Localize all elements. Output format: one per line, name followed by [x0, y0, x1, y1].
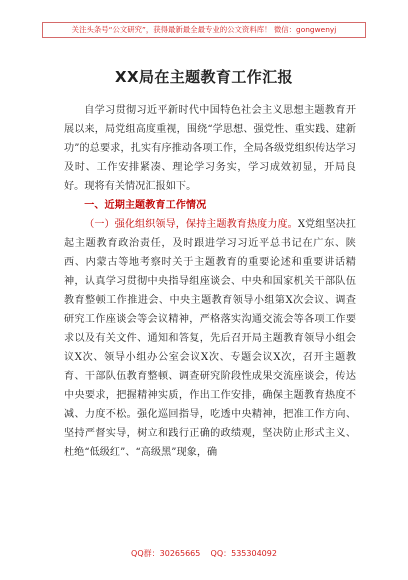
top-notice-banner: 关注头条号“公文研究”，获得最新最全最专业的公文资料库！ 微信：gongwenyj — [42, 22, 366, 38]
subsection-body: X党组坚决扛起主题教育政治责任，及时跟进学习习近平总书记在广东、陕西、内蒙古等地考察时关于主题教育的重要论述和重要讲话精神，认真学习贯彻中央指导组座谈会、中央和国家机关干部队伍教育整顿工作推进会、中央主题教育领导小组第X次会议、调查研究工作座谈会等会议精神，严格落实沟通交流会等各项工作要求以及有关文件、通知和答复，先后召开局主题教育领导小组会议X次、领导小组办公室会议X次、专题会议X次，召开主题教育、干部队伍教育整顿、调查研究阶段性成果交流座谈会，传达中央要求，把握精神实质，作出工作安排，确保主题教育热度不减、力度不松。强化巡回指导，吃透中央精神，把准工作方向、坚持严督实导，树立和践行正确的政绩观，坚决防止形式主义、杜绝“低级红”、“高级黑”现象，确 — [64, 219, 356, 458]
document-body — [64, 101, 356, 462]
intro-paragraph: 自学习贯彻习近平新时代中国特色社会主义思想主题教育开展以来，局党组高度重视，围绕“学思想、强党性、重实践、建新功”的总要求，扎实有序推动各项工作，全局各级党组织传达学习及时、工作安排紧凑、理论学习务实，学习成效初显，开局良好。现将有关情况汇报如下。 — [64, 105, 356, 192]
section-heading: 一、近期主题教育工作情况 — [84, 200, 207, 211]
document-title: XX局在主题教育工作汇报 — [115, 68, 293, 86]
subsection-heading: （一）强化组织领导，保持主题教育热度力度。 — [84, 219, 298, 230]
subsection-paragraph — [64, 215, 356, 462]
footer-contact: QQ群：30265665 QQ：535304092 — [131, 549, 277, 558]
